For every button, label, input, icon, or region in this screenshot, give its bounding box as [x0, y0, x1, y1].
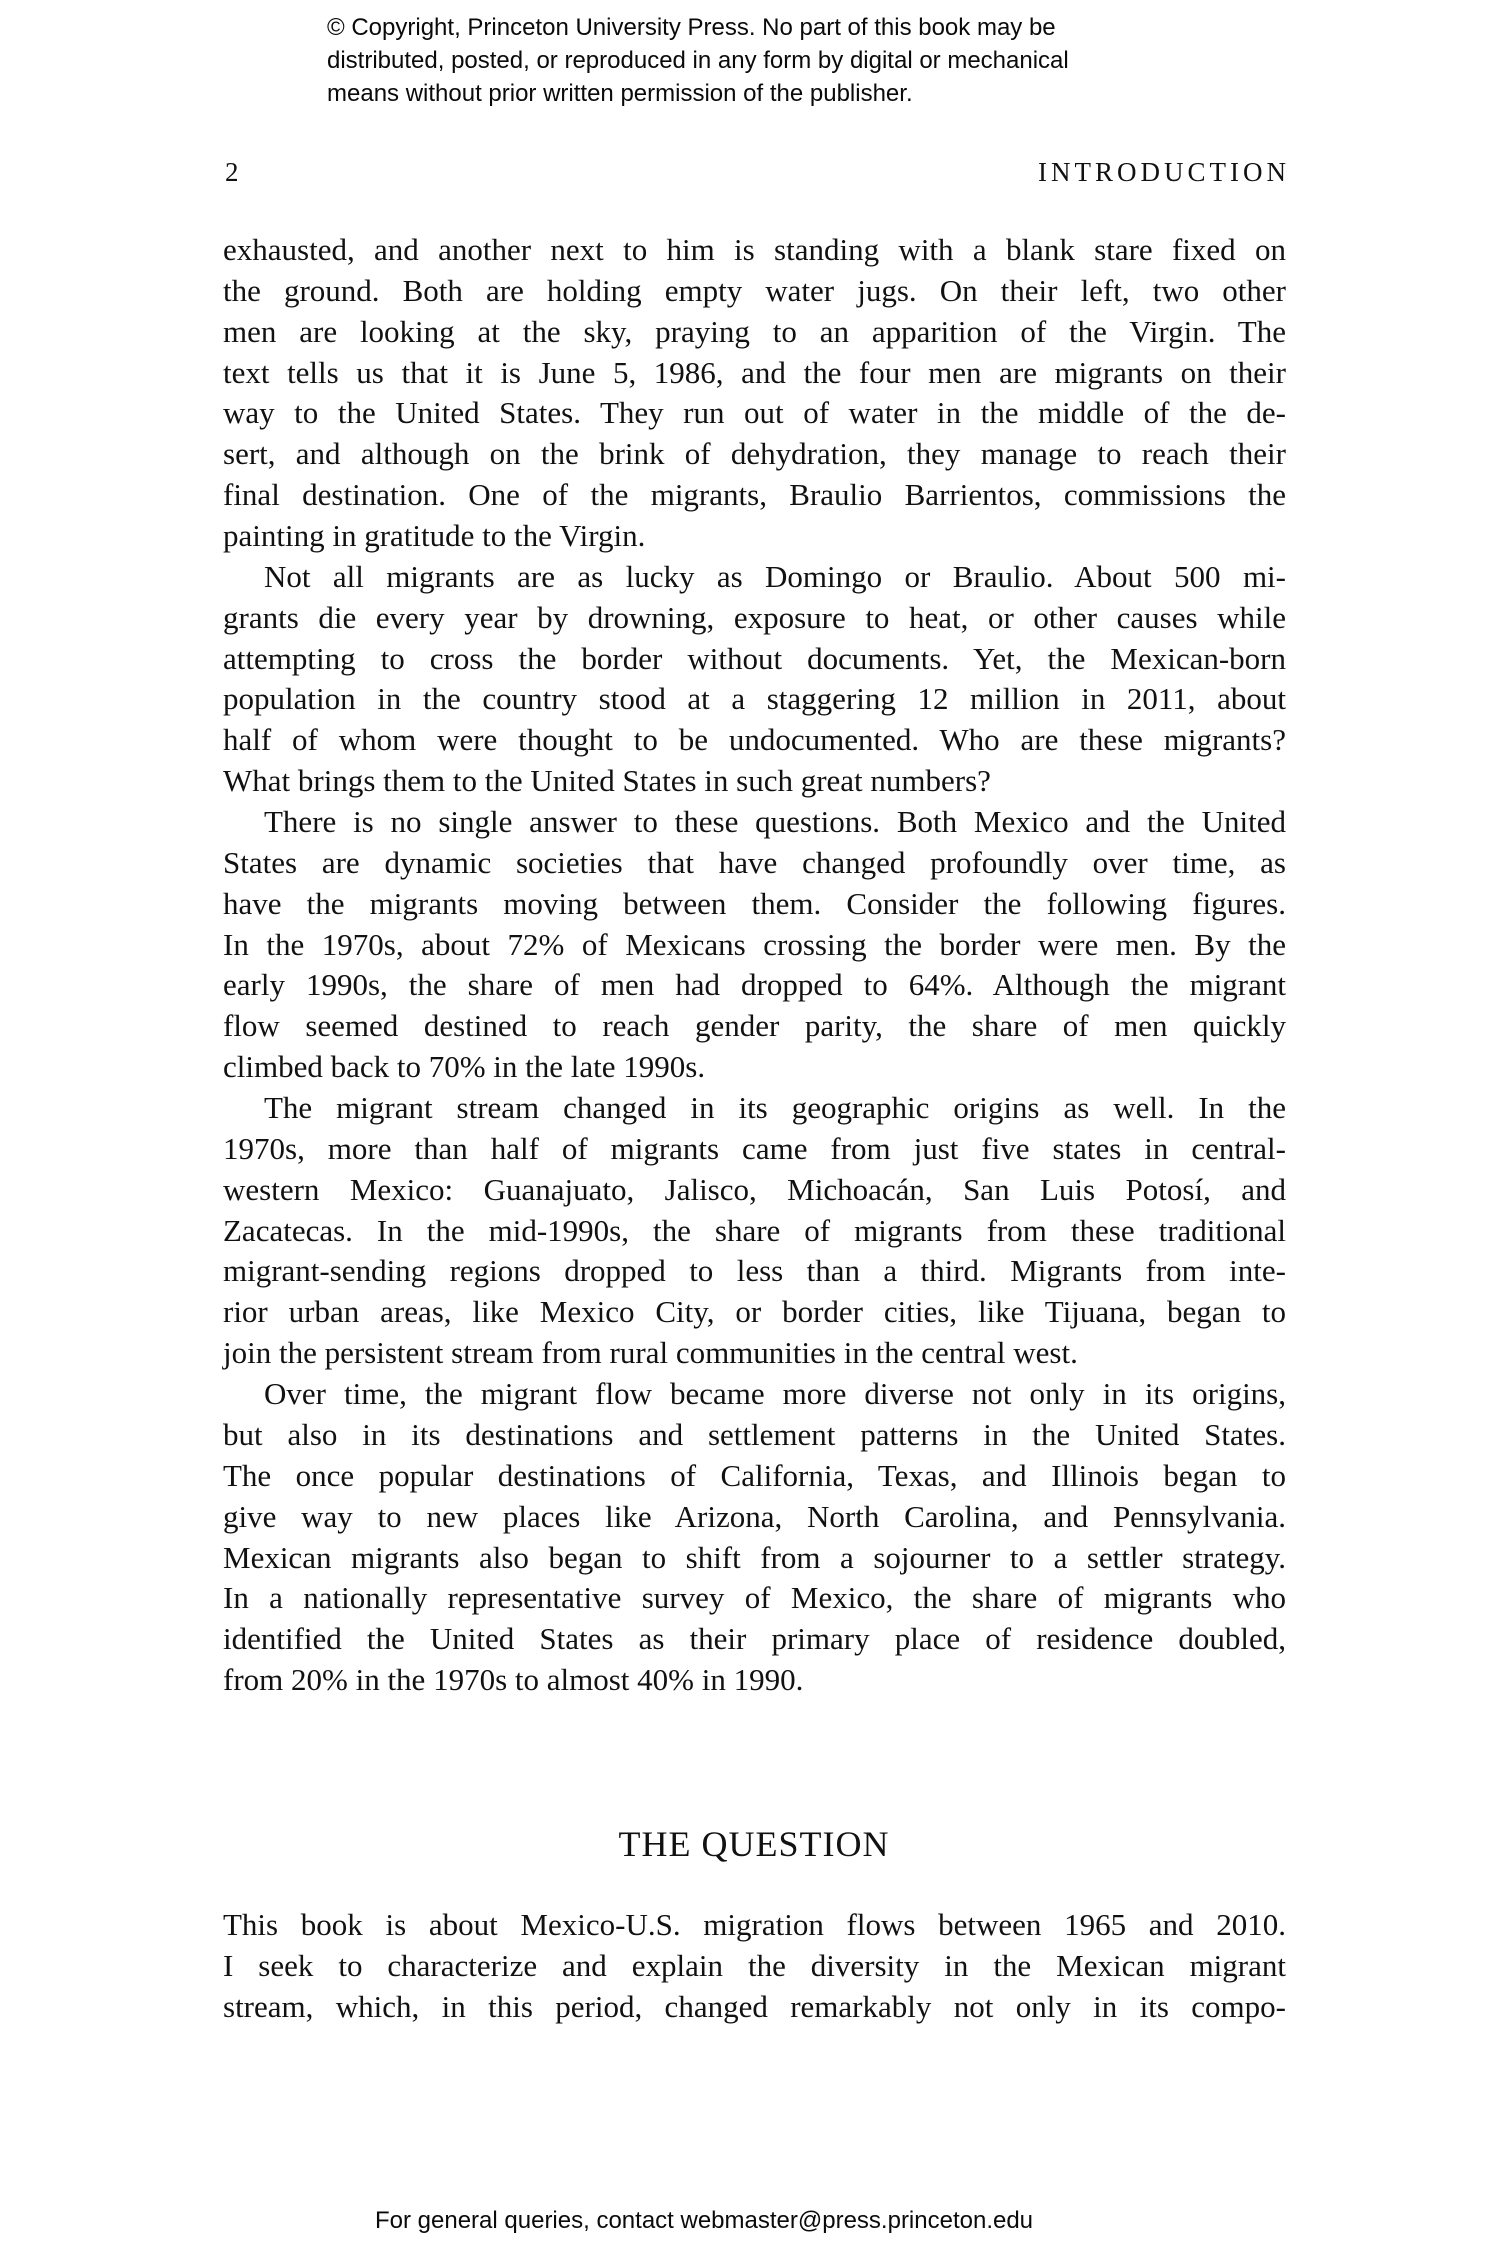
text-line: men are looking at the sky, praying to an apparition of the Virgin. The: [223, 313, 1286, 349]
text-line: exhausted, and another next to him is standing with a blank stare fixed on: [223, 232, 1286, 267]
running-head: [222, 157, 1290, 187]
text-line: There is no single answer to these questions. Both Mexico and the United: [264, 804, 1286, 840]
text-line: identified the United States as their primary place of residence doubled,: [223, 1621, 1286, 1657]
text-line: rior urban areas, like Mexico City, or border cities, like Tijuana, began to: [223, 1294, 1286, 1330]
text-line: This book is about Mexico-U.S. migration flows between 1965 and 2010.: [223, 1907, 1286, 1942]
text-line: climbed back to 70% in the late 1990s.: [223, 1049, 706, 1085]
text-line: from 20% in the 1970s to almost 40% in 1990.: [223, 1662, 804, 1698]
paragraph: [223, 1374, 1286, 1701]
text-line: States are dynamic societies that have changed profoundly over time, as: [223, 844, 1286, 880]
text-line: Zacatecas. In the mid-1990s, the share of migrants from these traditional: [223, 1212, 1286, 1248]
text-line: half of whom were thought to be undocumented. Who are these migrants?: [223, 722, 1286, 758]
text-line: early 1990s, the share of men had dropped to 64%. Although the migrant: [223, 967, 1286, 1003]
text-line: What brings them to the United States in such great numbers?: [223, 763, 991, 799]
text-line: The migrant stream changed in its geographic origins as well. In the: [264, 1090, 1286, 1126]
footer-contact: For general queries, contact webmaster@press.princeton.edu: [375, 2207, 1034, 2234]
body-text: [223, 230, 1286, 1701]
text-line: final destination. One of the migrants, Braulio Barrientos, commissions the: [223, 477, 1286, 513]
text-line: western Mexico: Guanajuato, Jalisco, Michoacán, San Luis Potosí, and: [223, 1171, 1286, 1207]
text-line: Not all migrants are as lucky as Domingo or Braulio. About 500 mi-: [264, 558, 1286, 594]
text-line: Mexican migrants also began to shift from a sojourner to a settler strategy.: [223, 1539, 1286, 1575]
text-line: population in the country stood at a staggering 12 million in 2011, about: [223, 681, 1286, 717]
copyright-notice: [327, 11, 1069, 110]
text-line: Over time, the migrant flow became more diverse not only in its origins,: [264, 1376, 1286, 1412]
text-line: flow seemed destined to reach gender parity, the share of men quickly: [223, 1008, 1286, 1044]
text-line: way to the United States. They run out of water in the middle of the de-: [223, 395, 1286, 431]
text-line: grants die every year by drowning, exposure to heat, or other causes while: [223, 599, 1286, 635]
text-line: but also in its destinations and settlement patterns in the United States.: [223, 1416, 1286, 1452]
copyright-line: distributed, posted, or reproduced in any form by digital or mechanical: [327, 47, 1069, 74]
text-line: stream, which, in this period, changed remarkably not only in its compo-: [223, 1988, 1286, 2024]
text-line: I seek to characterize and explain the diversity in the Mexican migrant: [223, 1947, 1286, 1983]
text-line: In a nationally representative survey of Mexico, the share of migrants who: [223, 1580, 1286, 1616]
text-line: attempting to cross the border without documents. Yet, the Mexican-born: [223, 640, 1286, 676]
copyright-line: © Copyright, Princeton University Press. No part of this book may be: [327, 14, 1056, 41]
text-line: join the persistent stream from rural communities in the central west.: [223, 1335, 1078, 1371]
section-heading: THE QUESTION: [618, 1824, 890, 1864]
paragraph: [223, 557, 1286, 802]
paragraph: [223, 230, 1286, 557]
text-line: painting in gratitude to the Virgin.: [223, 518, 646, 554]
text-line: migrant-sending regions dropped to less than a third. Migrants from inte-: [223, 1253, 1286, 1289]
text-line: have the migrants moving between them. Consider the following figures.: [223, 885, 1286, 921]
paragraph: [223, 1088, 1286, 1374]
paragraph: [223, 802, 1286, 1088]
paragraph: [223, 1905, 1286, 2028]
text-line: In the 1970s, about 72% of Mexicans crossing the border were men. By the: [223, 926, 1286, 962]
copyright-line: means without prior written permission of the publisher.: [327, 80, 913, 107]
text-line: the ground. Both are holding empty water jugs. On their left, two other: [223, 272, 1286, 308]
text-line: give way to new places like Arizona, North Carolina, and Pennsylvania.: [223, 1498, 1286, 1534]
section-body: [223, 1905, 1286, 2028]
page-number: 2: [225, 157, 239, 187]
chapter-title: INTRODUCTION: [1038, 157, 1290, 187]
text-line: text tells us that it is June 5, 1986, and the four men are migrants on their: [223, 354, 1286, 390]
text-line: The once popular destinations of California, Texas, and Illinois began to: [223, 1457, 1286, 1493]
text-line: 1970s, more than half of migrants came from just five states in central-: [223, 1130, 1286, 1166]
text-line: sert, and although on the brink of dehydration, they manage to reach their: [223, 436, 1286, 472]
